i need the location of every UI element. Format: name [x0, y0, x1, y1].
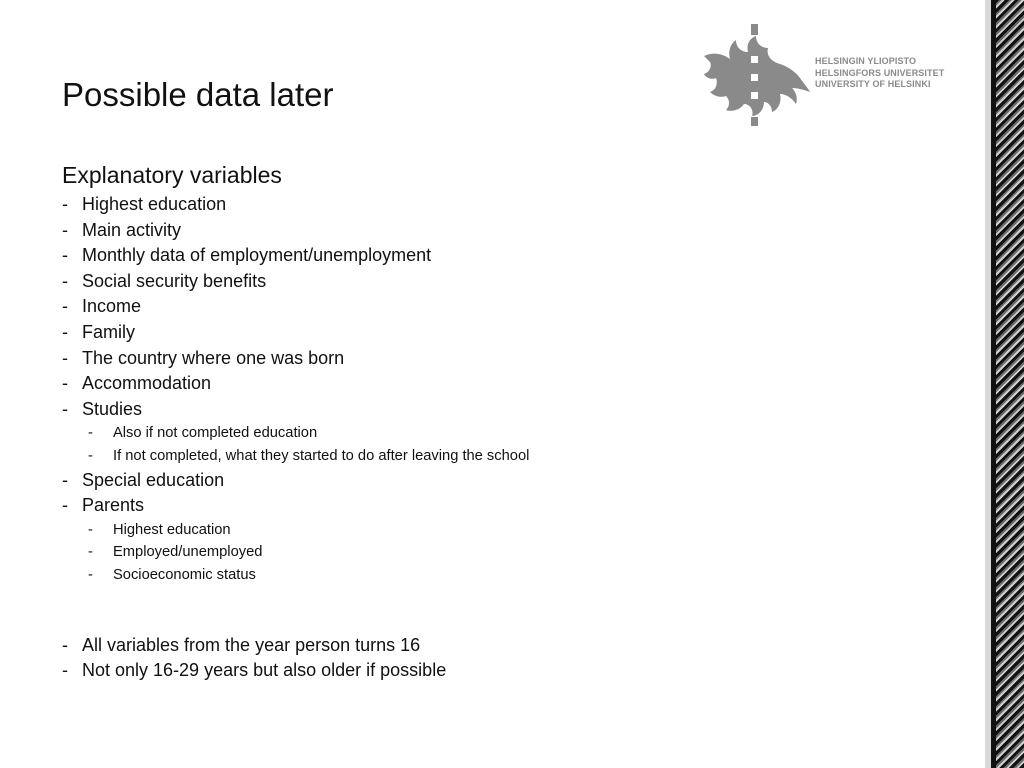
sublist-item: [88, 445, 962, 468]
sublist-item-text: Highest education: [113, 521, 231, 538]
list-item: [62, 269, 962, 295]
notes-list: [62, 633, 962, 684]
bullet-dash: -: [62, 347, 68, 368]
university-flame-cross-logo-icon: [700, 22, 812, 128]
bullet-dash: -: [62, 634, 68, 655]
list-item: [62, 371, 962, 397]
slide-body: [62, 158, 962, 684]
bullet-dash: -: [62, 660, 68, 681]
list-item-text: Special education: [82, 469, 225, 490]
bullet-dash: -: [62, 245, 68, 266]
note-item-text: Not only 16-29 years but also older if possible: [82, 660, 447, 681]
list-item: [62, 493, 962, 586]
list-item-text: Social security benefits: [82, 270, 267, 291]
list-item-text: Parents: [82, 495, 145, 516]
list-item-text: Highest education: [82, 194, 227, 214]
bullet-dash: -: [62, 495, 68, 516]
bullet-dash: -: [62, 398, 68, 419]
sublist-item: [88, 541, 962, 564]
spacer: [62, 587, 962, 633]
list-item: [62, 243, 962, 269]
bullet-dash: -: [88, 566, 93, 583]
bullet-dash: -: [88, 447, 93, 464]
sublist: [82, 519, 962, 587]
decorative-side-border: [985, 0, 1024, 768]
bullet-dash: -: [62, 270, 68, 291]
note-item: [62, 633, 962, 659]
bullet-dash: -: [62, 194, 68, 214]
sublist-item: [88, 519, 962, 542]
list-item: [62, 346, 962, 372]
slide-title: Possible data later: [62, 76, 334, 113]
sublist-item-text: If not completed, what they started to do after leaving the school: [113, 447, 530, 464]
note-item: [62, 658, 962, 684]
bullet-dash: -: [62, 321, 68, 342]
list-item-text: Accommodation: [82, 373, 212, 394]
list-item: [62, 397, 962, 468]
note-item-text: All variables from the year person turns 16: [82, 634, 421, 655]
bullet-dash: -: [88, 521, 93, 538]
sublist-item-text: Socioeconomic status: [113, 566, 256, 583]
logo-line-en: UNIVERSITY OF HELSINKI: [815, 79, 931, 89]
bullet-dash: -: [62, 373, 68, 394]
sublist: [82, 422, 962, 467]
bullet-dash: -: [62, 469, 68, 490]
list-item: [62, 192, 962, 218]
list-item: [62, 218, 962, 244]
list-item: [62, 468, 962, 494]
variables-list: [62, 192, 962, 587]
list-item-text: Studies: [82, 398, 143, 419]
sublist-item-text: Employed/unemployed: [113, 544, 263, 561]
logo-line-sv: HELSINGFORS UNIVERSITET: [815, 67, 945, 78]
bullet-dash: -: [88, 425, 93, 442]
list-item-text: Income: [82, 296, 142, 317]
bullet-dash: -: [62, 219, 68, 240]
logo-line-fi: HELSINGIN YLIOPISTO: [815, 56, 917, 66]
list-item-text: The country where one was born: [82, 347, 345, 368]
bullet-dash: -: [88, 544, 93, 561]
list-item-text: Monthly data of employment/unemployment: [82, 245, 432, 266]
university-logo: [700, 22, 960, 128]
sublist-item: [88, 564, 962, 587]
university-name: [815, 56, 944, 91]
list-item: [62, 294, 962, 320]
bullet-dash: -: [62, 296, 68, 317]
list-item-text: Main activity: [82, 219, 182, 240]
list-item-text: Family: [82, 321, 135, 342]
sublist-item: [88, 422, 962, 445]
list-item: [62, 320, 962, 346]
sublist-item-text: Also if not completed education: [113, 425, 318, 442]
section-heading: Explanatory variables: [62, 162, 282, 188]
